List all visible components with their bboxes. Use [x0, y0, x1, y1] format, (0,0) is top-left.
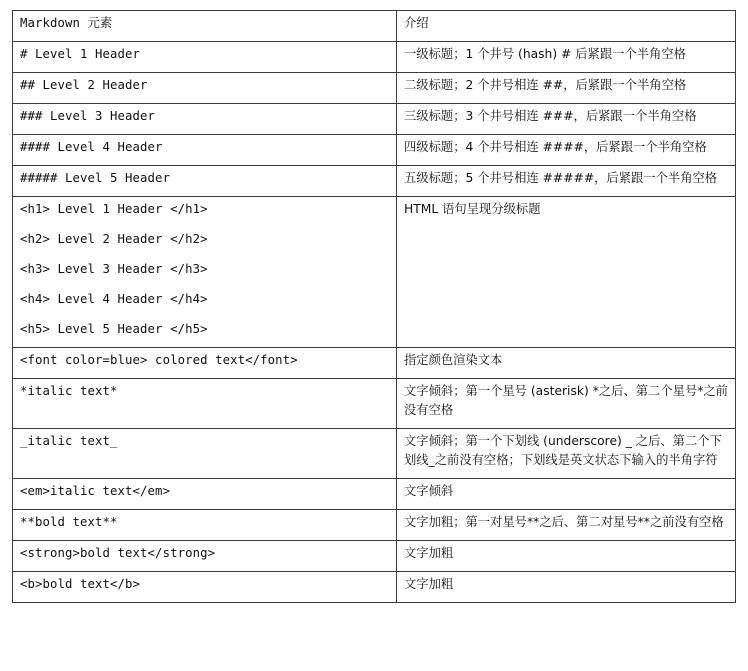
table-row: [13, 197, 736, 348]
code-text: <h1> Level 1 Header </h1>: [20, 202, 208, 216]
header-markdown-element: Markdown 元素: [13, 11, 397, 42]
code-cell: [13, 479, 397, 510]
description-cell: HTML 语句呈现分级标题: [397, 197, 736, 348]
code-cell: [13, 197, 397, 348]
description-cell: 指定颜色渲染文本: [397, 348, 736, 379]
code-cell: [13, 135, 397, 166]
description-cell: 文字加粗；第一对星号**之后、第二对星号**之前没有空格: [397, 510, 736, 541]
description-cell: 文字倾斜；第一个下划线 (underscore) _ 之后、第二个下划线_之前没有空格；下划线是英文状态下输入的半角字符: [397, 429, 736, 479]
table-row: [13, 42, 736, 73]
markdown-elements-table: [12, 10, 736, 603]
code-cell: [13, 510, 397, 541]
code-cell: [13, 73, 397, 104]
code-text: *italic text*: [20, 384, 118, 398]
code-text: # Level 1 Header: [20, 47, 141, 61]
table-row: [13, 166, 736, 197]
code-text: ## Level 2 Header: [20, 78, 148, 92]
code-cell: [13, 42, 397, 73]
table-row: [13, 73, 736, 104]
code-text: <font color=blue> colored text</font>: [20, 353, 298, 367]
description-cell: 文字倾斜；第一个星号 (asterisk) *之后、第二个星号*之前没有空格: [397, 379, 736, 429]
code-text: <strong>bold text</strong>: [20, 546, 216, 560]
table-row: [13, 510, 736, 541]
table-header-row: [13, 11, 736, 42]
description-cell: 五级标题；5 个井号相连 #####，后紧跟一个半角空格: [397, 166, 736, 197]
description-cell: 文字加粗: [397, 572, 736, 603]
code-cell: [13, 104, 397, 135]
table-row: [13, 429, 736, 479]
code-cell: [13, 429, 397, 479]
code-text: <h4> Level 4 Header </h4>: [20, 292, 208, 306]
description-cell: 三级标题；3 个井号相连 ###，后紧跟一个半角空格: [397, 104, 736, 135]
table-row: [13, 104, 736, 135]
table-row: [13, 479, 736, 510]
code-text: <h3> Level 3 Header </h3>: [20, 262, 208, 276]
code-text: <h2> Level 2 Header </h2>: [20, 232, 208, 246]
description-cell: 一级标题；1 个井号 (hash) # 后紧跟一个半角空格: [397, 42, 736, 73]
code-cell: [13, 379, 397, 429]
code-cell: [13, 541, 397, 572]
header-description: 介绍: [397, 11, 736, 42]
table-row: [13, 541, 736, 572]
code-text: #### Level 4 Header: [20, 140, 163, 154]
table-row: [13, 348, 736, 379]
table-row: [13, 572, 736, 603]
table-row: [13, 379, 736, 429]
code-cell: [13, 348, 397, 379]
code-text: **bold text**: [20, 515, 118, 529]
description-cell: 文字加粗: [397, 541, 736, 572]
code-cell: [13, 166, 397, 197]
description-cell: 文字倾斜: [397, 479, 736, 510]
code-text: ### Level 3 Header: [20, 109, 156, 123]
code-text: ##### Level 5 Header: [20, 171, 171, 185]
code-text: <em>italic text</em>: [20, 484, 171, 498]
code-text: <b>bold text</b>: [20, 577, 141, 591]
description-cell: 二级标题；2 个井号相连 ##，后紧跟一个半角空格: [397, 73, 736, 104]
code-text: _italic text_: [20, 434, 118, 448]
code-text: <h5> Level 5 Header </h5>: [20, 322, 208, 336]
table-row: [13, 135, 736, 166]
description-cell: 四级标题；4 个井号相连 ####，后紧跟一个半角空格: [397, 135, 736, 166]
code-cell: [13, 572, 397, 603]
